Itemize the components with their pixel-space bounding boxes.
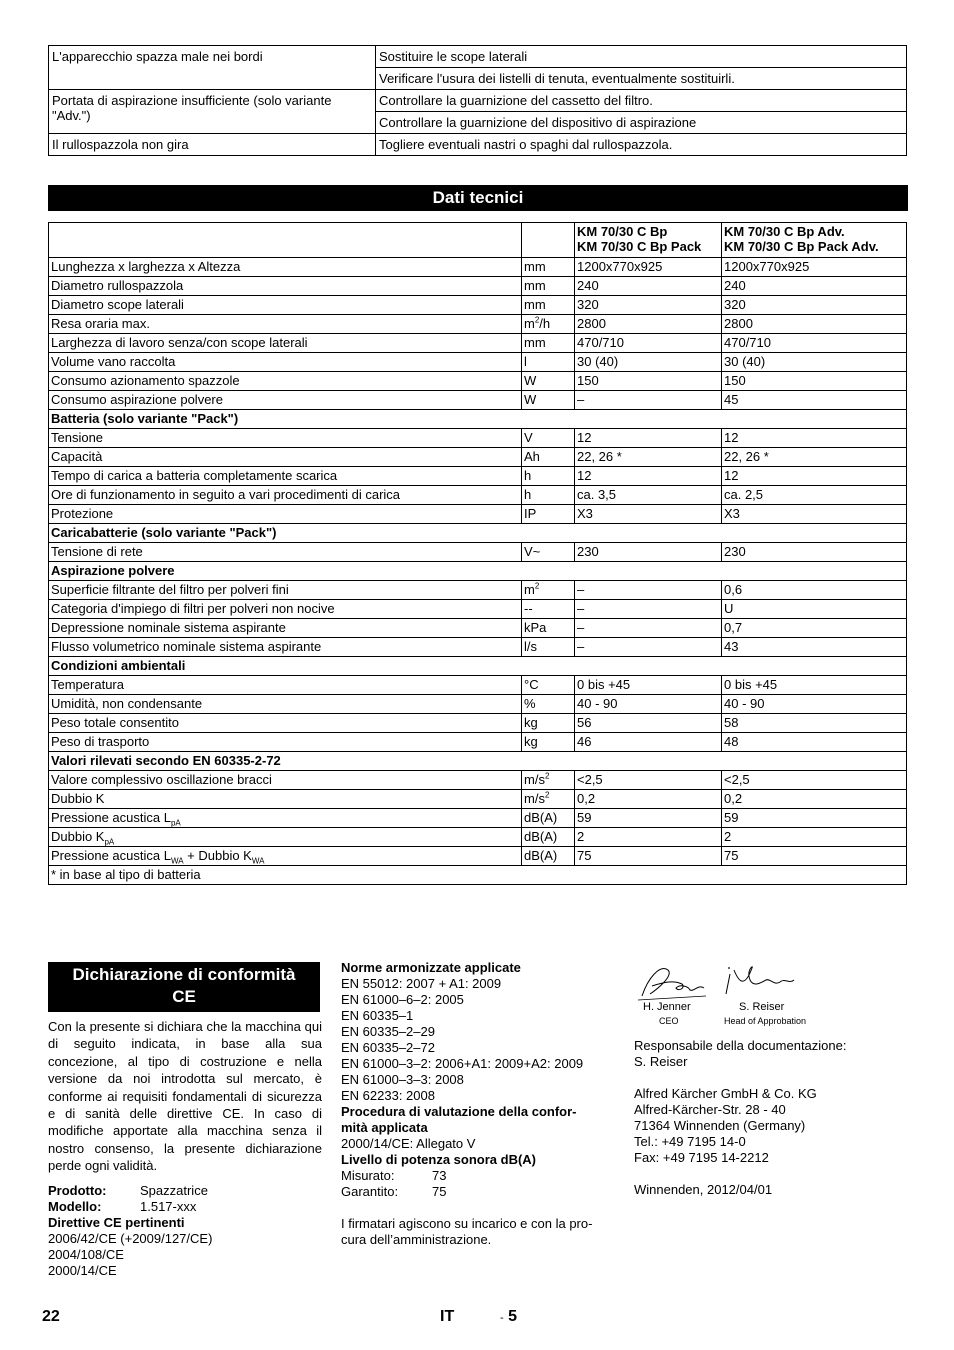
company-line: Alfred-Kärcher-Str. 28 - 40 [634,1102,786,1117]
value-cell-model-1: 12 [575,467,722,486]
value-cell-model-1: 56 [575,714,722,733]
param-label-cell: Categoria d'impiego di filtri per polveri non nocive [49,600,522,619]
param-label-cell: Consumo azionamento spazzole [49,372,522,391]
model-header-2: KM 70/30 C Bp Adv. KM 70/30 C Bp Pack Adv. [722,223,907,258]
unit-cell: h [522,486,575,505]
value-cell-model-2: 59 [722,809,907,828]
value-cell-model-1: – [575,581,722,600]
procedure-heading: Procedura di valutazione della confor- mità applicata [341,1104,577,1135]
value-cell-model-1: – [575,600,722,619]
section-header-cell: Caricabatterie (solo variante "Pack") [49,524,907,543]
table-row [49,46,907,68]
footnote-cell: * in base al tipo di batteria [49,866,907,885]
remedy-cell: Togliere eventuali nastri o spaghi dal rullospazzola. [376,134,907,156]
remedy-cell: Verificare l'usura dei listelli di tenuta, eventualmente sostituirli. [376,68,907,90]
value-cell-model-1: – [575,391,722,410]
value-cell-model-2: 40 - 90 [722,695,907,714]
table-row [49,847,907,866]
table-row [49,809,907,828]
unit-cell: mm [522,277,575,296]
table-row [49,429,907,448]
norm-item: EN 61000–3–2: 2006+A1: 2009+A2: 2009 [341,1056,584,1071]
value-cell-model-2: 240 [722,277,907,296]
param-label-cell: Lunghezza x larghezza x Altezza [49,258,522,277]
value-cell-model-1: – [575,619,722,638]
norms-heading: Norme armonizzate applicate [341,960,521,975]
param-label-cell: Dubbio $K_{pA}$ [49,828,522,847]
param-label-cell: Diametro rullospazzola [49,277,522,296]
norm-item: EN 62233: 2008 [341,1088,435,1103]
param-label-cell: Peso di trasporto [49,733,522,752]
value-cell-model-1: 230 [575,543,722,562]
value-cell-model-1: 470/710 [575,334,722,353]
value-cell-model-1: X3 [575,505,722,524]
unit-cell: kPa [522,619,575,638]
signer1-role: CEO [659,1016,679,1026]
param-label-cell: Protezione [49,505,522,524]
sound-heading: Livello di potenza sonora dB(A) [341,1152,537,1167]
param-label-cell: Umidità, non condensante [49,695,522,714]
unit-cell: kg [522,733,575,752]
value-cell-model-1: 75 [575,847,722,866]
param-label-cell: Depressione nominale sistema aspirante [49,619,522,638]
unit-cell: mm [522,334,575,353]
value-cell-model-2: 320 [722,296,907,315]
table-row [49,638,907,657]
unit-cell: W [522,372,575,391]
value-cell-model-1: 320 [575,296,722,315]
declaration-column-1 [48,1018,322,1279]
signature-block [634,960,909,1038]
value-cell-model-1: 0,2 [575,790,722,809]
signer2-role: Head of Approbation [724,1016,807,1026]
table-header-row [49,223,907,258]
value-cell-model-2: 470/710 [722,334,907,353]
param-label-cell: Consumo aspirazione polvere [49,391,522,410]
value-cell-model-1: 40 - 90 [575,695,722,714]
unit-cell: °C [522,676,575,695]
model-header-1: KM 70/30 C Bp KM 70/30 C Bp Pack [575,223,722,258]
problem-cell: Portata di aspirazione insufficiente (solo variante "Adv.") [49,90,376,134]
unit-cell: W [522,391,575,410]
model-line: Modello: 1.517-xxx [48,1198,197,1214]
value-cell-model-2: ca. 2,5 [722,486,907,505]
table-row [49,505,907,524]
norm-item: EN 60335–1 [341,1008,414,1023]
section-header-cell: Condizioni ambientali [49,657,907,676]
table-row [49,277,907,296]
value-cell-model-2: 0 bis +45 [722,676,907,695]
declaration-column-2 [341,960,616,1248]
table-row [49,372,907,391]
unit-cell: $m/s^2$ [522,790,575,809]
value-cell-model-2: U [722,600,907,619]
param-label-cell: Capacità [49,448,522,467]
unit-cell: IP [522,505,575,524]
footnote-row [49,866,907,885]
section-row [49,562,907,581]
table-row [49,676,907,695]
value-cell-model-1: 12 [575,429,722,448]
directives-heading: Direttive CE pertinenti [48,1214,185,1230]
table-row [49,619,907,638]
value-cell-model-2: 75 [722,847,907,866]
unit-cell: Ah [522,448,575,467]
directive-item: 2006/42/CE (+2009/127/CE) [48,1230,213,1246]
value-cell-model-1: 22, 26 * [575,448,722,467]
declaration-column-3 [634,960,909,1198]
table-row [49,695,907,714]
table-row [49,258,907,277]
unit-cell: dB(A) [522,828,575,847]
unit-cell: dB(A) [522,847,575,866]
value-cell-model-1: 46 [575,733,722,752]
unit-cell: h [522,467,575,486]
section-header-cell: Batteria (solo variante "Pack") [49,410,907,429]
unit-cell: V [522,429,575,448]
section-header-cell: Valori rilevati secondo EN 60335-2-72 [49,752,907,771]
unit-cell: $m^2/h$ [522,315,575,334]
tech-data-table [48,222,907,885]
value-cell-model-2: 58 [722,714,907,733]
problem-cell: Il rullospazzola non gira [49,134,376,156]
value-cell-model-1: 59 [575,809,722,828]
param-label-cell: Tempo di carica a batteria completamente scarica [49,467,522,486]
norm-item: EN 55012: 2007 + A1: 2009 [341,976,502,991]
directive-item: 2000/14/CE [48,1262,117,1278]
section-row [49,410,907,429]
section-title: Dati tecnici [48,185,908,211]
unit-cell: % [522,695,575,714]
value-cell-model-2: 43 [722,638,907,657]
signer1-name: H. Jenner [643,1001,691,1013]
unit-cell: $m/s^2$ [522,771,575,790]
sub-page-number: - 5 [500,1308,518,1325]
company-line: Alfred Kärcher GmbH & Co. KG [634,1086,817,1101]
norm-item: EN 61000–6–2: 2005 [341,992,464,1007]
param-label-cell: Dubbio K [49,790,522,809]
param-label-cell: Temperatura [49,676,522,695]
section-header-cell: Aspirazione polvere [49,562,907,581]
value-cell-model-1: – [575,638,722,657]
value-cell-model-1: 150 [575,372,722,391]
doc-responsible: Responsabile della documentazione: S. Reiser [634,1038,847,1069]
unit-cell: dB(A) [522,809,575,828]
param-label-cell: Ore di funzionamento in seguito a vari procedimenti di carica [49,486,522,505]
value-cell-model-1: 2800 [575,315,722,334]
remedy-cell: Controllare la guarnizione del cassetto del filtro. [376,90,907,112]
unit-cell: mm [522,258,575,277]
company-line: Tel.: +49 7195 14-0 [634,1134,746,1149]
value-cell-model-1: 30 (40) [575,353,722,372]
value-cell-model-2: 12 [722,467,907,486]
table-row [49,448,907,467]
procedure-value: 2000/14/CE: Allegato V [341,1136,476,1151]
table-row [49,790,907,809]
section-row [49,524,907,543]
page-number: 22 [42,1308,60,1325]
table-row [49,353,907,372]
param-label-cell: Peso totale consentito [49,714,522,733]
table-row [49,733,907,752]
remedy-cell: Controllare la guarnizione del dispositivo di aspirazione [376,112,907,134]
value-cell-model-2: 12 [722,429,907,448]
param-label-cell: Flusso volumetrico nominale sistema aspirante [49,638,522,657]
measured-line: Misurato: 73 [341,1168,447,1183]
table-row [49,315,907,334]
table-row [49,543,907,562]
param-label-cell: Resa oraria max. [49,315,522,334]
remedy-cell: Sostituire le scope laterali [376,46,907,68]
table-row [49,771,907,790]
guaranteed-line: Garantito: 75 [341,1184,447,1199]
header-blank-cell [522,223,575,258]
value-cell-model-2: 22, 26 * [722,448,907,467]
problem-cell: L'apparecchio spazza male nei bordi [49,46,376,90]
table-row [49,467,907,486]
value-cell-model-2: 2 [722,828,907,847]
param-label-cell: Superficie filtrante del filtro per polveri fini [49,581,522,600]
directive-item: 2004/108/CE [48,1246,124,1262]
value-cell-model-2: 30 (40) [722,353,907,372]
unit-cell: l [522,353,575,372]
product-line: Prodotto: Spazzatrice [48,1182,208,1198]
unit-cell: kg [522,714,575,733]
param-label-cell: Volume vano raccolta [49,353,522,372]
table-row [49,486,907,505]
param-label-cell: Valore complessivo oscillazione bracci [49,771,522,790]
section-row [49,657,907,676]
declaration-title: Dichiarazione di conformità CE [48,962,320,1012]
table-row [49,134,907,156]
table-row [49,296,907,315]
signatories-note: I firmatari agiscono su incarico e con la pro- cura dell’amministrazione. [341,1216,593,1247]
value-cell-model-1: 0 bis +45 [575,676,722,695]
company-line: 71364 Winnenden (Germany) [634,1118,806,1133]
table-row [49,828,907,847]
norm-item: EN 61000–3–3: 2008 [341,1072,464,1087]
place-date: Winnenden, 2012/04/01 [634,1182,773,1197]
section-row [49,752,907,771]
value-cell-model-2: 230 [722,543,907,562]
value-cell-model-2: <2,5 [722,771,907,790]
param-label-cell: Larghezza di lavoro senza/con scope laterali [49,334,522,353]
table-row [49,90,907,112]
value-cell-model-1: <2,5 [575,771,722,790]
param-label-cell: Tensione [49,429,522,448]
table-row [49,714,907,733]
unit-cell: $m^2$ [522,581,575,600]
param-label-cell: Tensione di rete [49,543,522,562]
value-cell-model-1: 2 [575,828,722,847]
value-cell-model-2: 2800 [722,315,907,334]
norm-item: EN 60335–2–29 [341,1024,435,1039]
signer2-name: S. Reiser [739,1001,785,1013]
value-cell-model-2: 150 [722,372,907,391]
header-blank-cell [49,223,522,258]
value-cell-model-1: 240 [575,277,722,296]
table-row [49,600,907,619]
value-cell-model-2: 45 [722,391,907,410]
table-row [49,334,907,353]
param-label-cell: Pressione acustica $L_{pA}$ [49,809,522,828]
norm-item: EN 60335–2–72 [341,1040,435,1055]
param-label-cell: Diametro scope laterali [49,296,522,315]
table-row [49,391,907,410]
declaration-intro: Con la presente si dichiara che la macchina qui di seguito indicata, in base alla sua concezione, al tipo di costruzione e nella versione da noi introdotta sul mercato, è conforme ai requisiti fondamentali di sicurezza e di sanità delle direttive CE. In caso di modifiche apportate alla macchina senza il nostro consenso, la presente dichiarazione perde ogni validità. [48,1019,322,1174]
table-row [49,581,907,600]
value-cell-model-2: 0,7 [722,619,907,638]
value-cell-model-2: 0,6 [722,581,907,600]
unit-cell: mm [522,296,575,315]
value-cell-model-1: ca. 3,5 [575,486,722,505]
value-cell-model-2: 1200x770x925 [722,258,907,277]
unit-cell: l/s [522,638,575,657]
language-code: IT [440,1308,455,1325]
unit-cell: V~ [522,543,575,562]
unit-cell: -- [522,600,575,619]
value-cell-model-2: X3 [722,505,907,524]
company-line: Fax: +49 7195 14-2212 [634,1150,769,1165]
troubleshooting-table [48,45,907,156]
param-label-cell: Pressione acustica $L_{WA}$ + Dubbio $K_{WA}$ [49,847,522,866]
value-cell-model-1: 1200x770x925 [575,258,722,277]
value-cell-model-2: 48 [722,733,907,752]
value-cell-model-2: 0,2 [722,790,907,809]
